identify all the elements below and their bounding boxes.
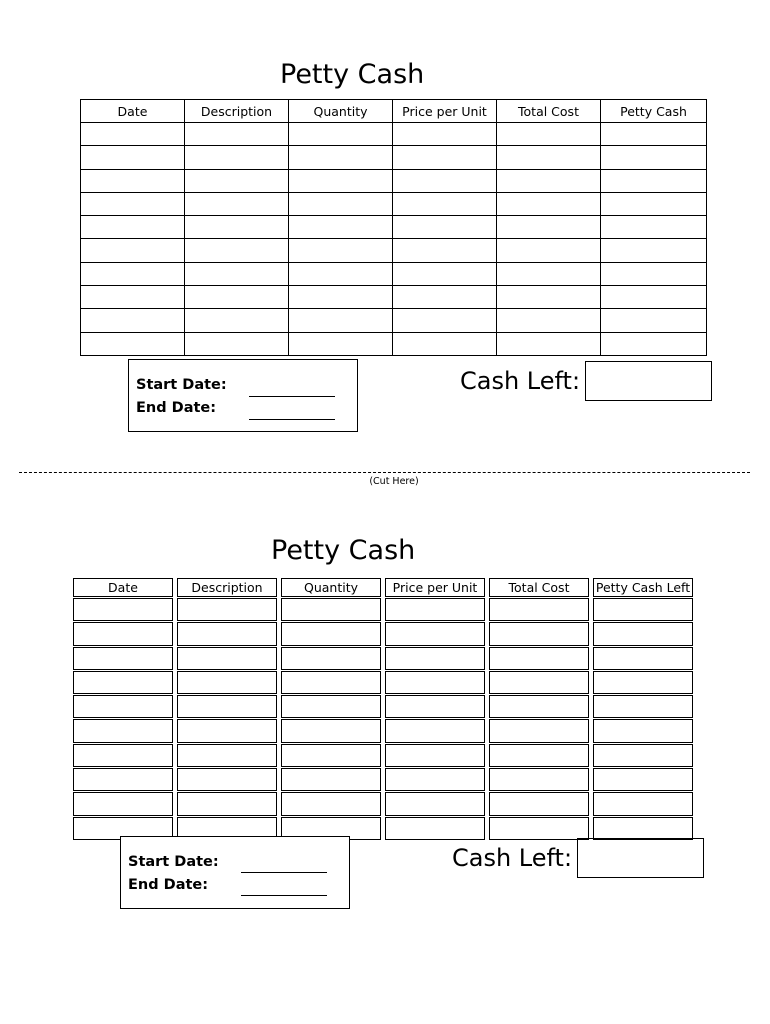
table-row — [73, 695, 693, 718]
form-2-cash-left-box[interactable] — [577, 838, 704, 878]
table-cell[interactable] — [497, 216, 601, 239]
column-header-date: Date — [73, 578, 173, 597]
table-row — [73, 719, 693, 742]
table-cell[interactable] — [281, 792, 381, 815]
table-cell[interactable] — [489, 719, 589, 742]
table-cell[interactable] — [81, 239, 185, 262]
table-cell[interactable] — [593, 695, 693, 718]
table-cell[interactable] — [489, 695, 589, 718]
table-cell[interactable] — [601, 309, 707, 332]
table-cell[interactable] — [601, 192, 707, 215]
column-header-quantity: Quantity — [289, 100, 393, 123]
cut-line-divider — [19, 472, 750, 473]
table-cell[interactable] — [73, 768, 173, 791]
table-row — [81, 146, 707, 169]
table-row — [81, 216, 707, 239]
table-cell[interactable] — [177, 671, 277, 694]
table-cell[interactable] — [385, 671, 485, 694]
table-cell[interactable] — [489, 744, 589, 767]
table-row — [81, 239, 707, 262]
table-row — [73, 768, 693, 791]
table-cell[interactable] — [81, 286, 185, 309]
table-cell[interactable] — [393, 169, 497, 192]
table-cell[interactable] — [497, 309, 601, 332]
table-header-row — [73, 578, 693, 597]
table-cell[interactable] — [73, 744, 173, 767]
table-cell[interactable] — [289, 309, 393, 332]
table-cell[interactable] — [497, 239, 601, 262]
table-row — [81, 286, 707, 309]
table-cell[interactable] — [185, 169, 289, 192]
start-date-blank[interactable] — [241, 872, 327, 873]
table-cell[interactable] — [393, 262, 497, 285]
table-cell[interactable] — [385, 768, 485, 791]
table-cell[interactable] — [281, 671, 381, 694]
table-cell[interactable] — [289, 239, 393, 262]
table-row — [81, 332, 707, 355]
table-cell[interactable] — [593, 792, 693, 815]
table-cell[interactable] — [593, 768, 693, 791]
form-2-ledger-table — [69, 577, 697, 841]
table-cell[interactable] — [73, 695, 173, 718]
table-row — [81, 192, 707, 215]
table-cell[interactable] — [177, 792, 277, 815]
table-cell[interactable] — [81, 262, 185, 285]
table-cell[interactable] — [489, 817, 589, 840]
table-cell[interactable] — [385, 695, 485, 718]
table-cell[interactable] — [489, 622, 589, 645]
table-cell[interactable] — [281, 598, 381, 621]
table-cell[interactable] — [177, 695, 277, 718]
table-cell[interactable] — [489, 598, 589, 621]
table-cell[interactable] — [601, 169, 707, 192]
table-cell[interactable] — [385, 744, 485, 767]
table-cell[interactable] — [497, 169, 601, 192]
table-cell[interactable] — [289, 216, 393, 239]
table-cell[interactable] — [177, 719, 277, 742]
table-cell[interactable] — [497, 332, 601, 355]
column-header-total-cost: Total Cost — [489, 578, 589, 597]
table-cell[interactable] — [81, 146, 185, 169]
table-cell[interactable] — [81, 309, 185, 332]
column-header-petty-cash: Petty Cash — [601, 100, 707, 123]
table-cell[interactable] — [73, 647, 173, 670]
cut-here-label: (Cut Here) — [369, 476, 419, 487]
table-cell[interactable] — [177, 647, 277, 670]
table-cell[interactable] — [185, 286, 289, 309]
table-cell[interactable] — [497, 192, 601, 215]
table-cell[interactable] — [593, 817, 693, 840]
table-cell[interactable] — [601, 216, 707, 239]
table-cell[interactable] — [177, 622, 277, 645]
table-cell[interactable] — [81, 332, 185, 355]
table-cell[interactable] — [385, 719, 485, 742]
table-cell[interactable] — [73, 792, 173, 815]
column-header-total-cost: Total Cost — [497, 100, 601, 123]
table-cell[interactable] — [73, 719, 173, 742]
table-row — [81, 123, 707, 146]
table-cell[interactable] — [497, 146, 601, 169]
column-header-quantity: Quantity — [281, 578, 381, 597]
table-cell[interactable] — [489, 671, 589, 694]
form-2-cash-left-label: Cash Left: — [452, 844, 573, 872]
column-header-price-per-unit: Price per Unit — [385, 578, 485, 597]
table-cell[interactable] — [593, 598, 693, 621]
end-date-label: End Date: — [128, 877, 209, 893]
table-cell[interactable] — [185, 146, 289, 169]
table-row — [73, 792, 693, 815]
table-cell[interactable] — [601, 123, 707, 146]
form-2-date-range-box — [120, 836, 350, 909]
table-cell[interactable] — [289, 332, 393, 355]
table-cell[interactable] — [601, 146, 707, 169]
table-row — [73, 622, 693, 645]
table-cell[interactable] — [281, 768, 381, 791]
table-cell[interactable] — [489, 647, 589, 670]
column-header-description: Description — [177, 578, 277, 597]
table-row — [81, 309, 707, 332]
end-date-blank[interactable] — [249, 419, 335, 420]
table-row — [73, 671, 693, 694]
column-header-description: Description — [185, 100, 289, 123]
table-cell[interactable] — [281, 744, 381, 767]
table-cell[interactable] — [281, 719, 381, 742]
column-header-date: Date — [81, 100, 185, 123]
table-cell[interactable] — [177, 768, 277, 791]
table-cell[interactable] — [81, 123, 185, 146]
table-cell[interactable] — [593, 744, 693, 767]
table-cell[interactable] — [81, 192, 185, 215]
table-cell[interactable] — [593, 719, 693, 742]
table-cell[interactable] — [393, 309, 497, 332]
table-cell[interactable] — [281, 622, 381, 645]
form-1-cash-left-box[interactable] — [585, 361, 712, 401]
column-header-price-per-unit: Price per Unit — [393, 100, 497, 123]
table-cell[interactable] — [185, 309, 289, 332]
table-row — [81, 169, 707, 192]
table-cell[interactable] — [281, 695, 381, 718]
table-cell[interactable] — [385, 622, 485, 645]
table-row — [81, 262, 707, 285]
form-1-date-range-box — [128, 359, 358, 432]
form-1-cash-left-label: Cash Left: — [460, 367, 581, 395]
table-cell[interactable] — [185, 123, 289, 146]
table-cell[interactable] — [489, 768, 589, 791]
table-cell[interactable] — [281, 647, 381, 670]
table-cell[interactable] — [289, 286, 393, 309]
table-row — [73, 744, 693, 767]
table-row — [73, 598, 693, 621]
table-cell[interactable] — [385, 647, 485, 670]
end-date-blank[interactable] — [241, 895, 327, 896]
table-header-row — [81, 100, 707, 123]
start-date-blank[interactable] — [249, 396, 335, 397]
table-cell[interactable] — [385, 792, 485, 815]
table-cell[interactable] — [185, 332, 289, 355]
table-cell[interactable] — [177, 598, 277, 621]
table-cell[interactable] — [73, 598, 173, 621]
table-cell[interactable] — [593, 622, 693, 645]
form-1-title: Petty Cash — [280, 59, 425, 90]
table-row — [73, 647, 693, 670]
table-cell[interactable] — [393, 332, 497, 355]
table-cell[interactable] — [393, 216, 497, 239]
column-header-petty-cash-left: Petty Cash Left — [593, 578, 693, 597]
table-cell[interactable] — [497, 123, 601, 146]
table-cell[interactable] — [81, 216, 185, 239]
table-cell[interactable] — [497, 262, 601, 285]
table-cell[interactable] — [393, 286, 497, 309]
table-cell[interactable] — [81, 169, 185, 192]
table-cell[interactable] — [385, 598, 485, 621]
table-cell[interactable] — [393, 146, 497, 169]
table-cell[interactable] — [489, 792, 589, 815]
table-cell[interactable] — [601, 262, 707, 285]
table-cell[interactable] — [73, 622, 173, 645]
table-cell[interactable] — [601, 239, 707, 262]
table-cell[interactable] — [593, 671, 693, 694]
table-cell[interactable] — [289, 262, 393, 285]
table-cell[interactable] — [393, 192, 497, 215]
table-cell[interactable] — [289, 123, 393, 146]
table-cell[interactable] — [289, 192, 393, 215]
table-cell[interactable] — [185, 192, 289, 215]
form-2-title: Petty Cash — [271, 535, 416, 566]
table-cell[interactable] — [393, 239, 497, 262]
table-cell[interactable] — [601, 286, 707, 309]
table-cell[interactable] — [385, 817, 485, 840]
table-cell[interactable] — [289, 146, 393, 169]
table-cell[interactable] — [593, 647, 693, 670]
form-1-ledger-table — [80, 99, 707, 356]
start-date-label: Start Date: — [136, 377, 227, 393]
table-cell[interactable] — [185, 262, 289, 285]
table-cell[interactable] — [185, 216, 289, 239]
table-cell[interactable] — [393, 123, 497, 146]
end-date-label: End Date: — [136, 400, 217, 416]
table-cell[interactable] — [177, 744, 277, 767]
table-cell[interactable] — [497, 286, 601, 309]
table-cell[interactable] — [289, 169, 393, 192]
table-cell[interactable] — [185, 239, 289, 262]
table-cell[interactable] — [601, 332, 707, 355]
start-date-label: Start Date: — [128, 854, 219, 870]
table-cell[interactable] — [73, 671, 173, 694]
